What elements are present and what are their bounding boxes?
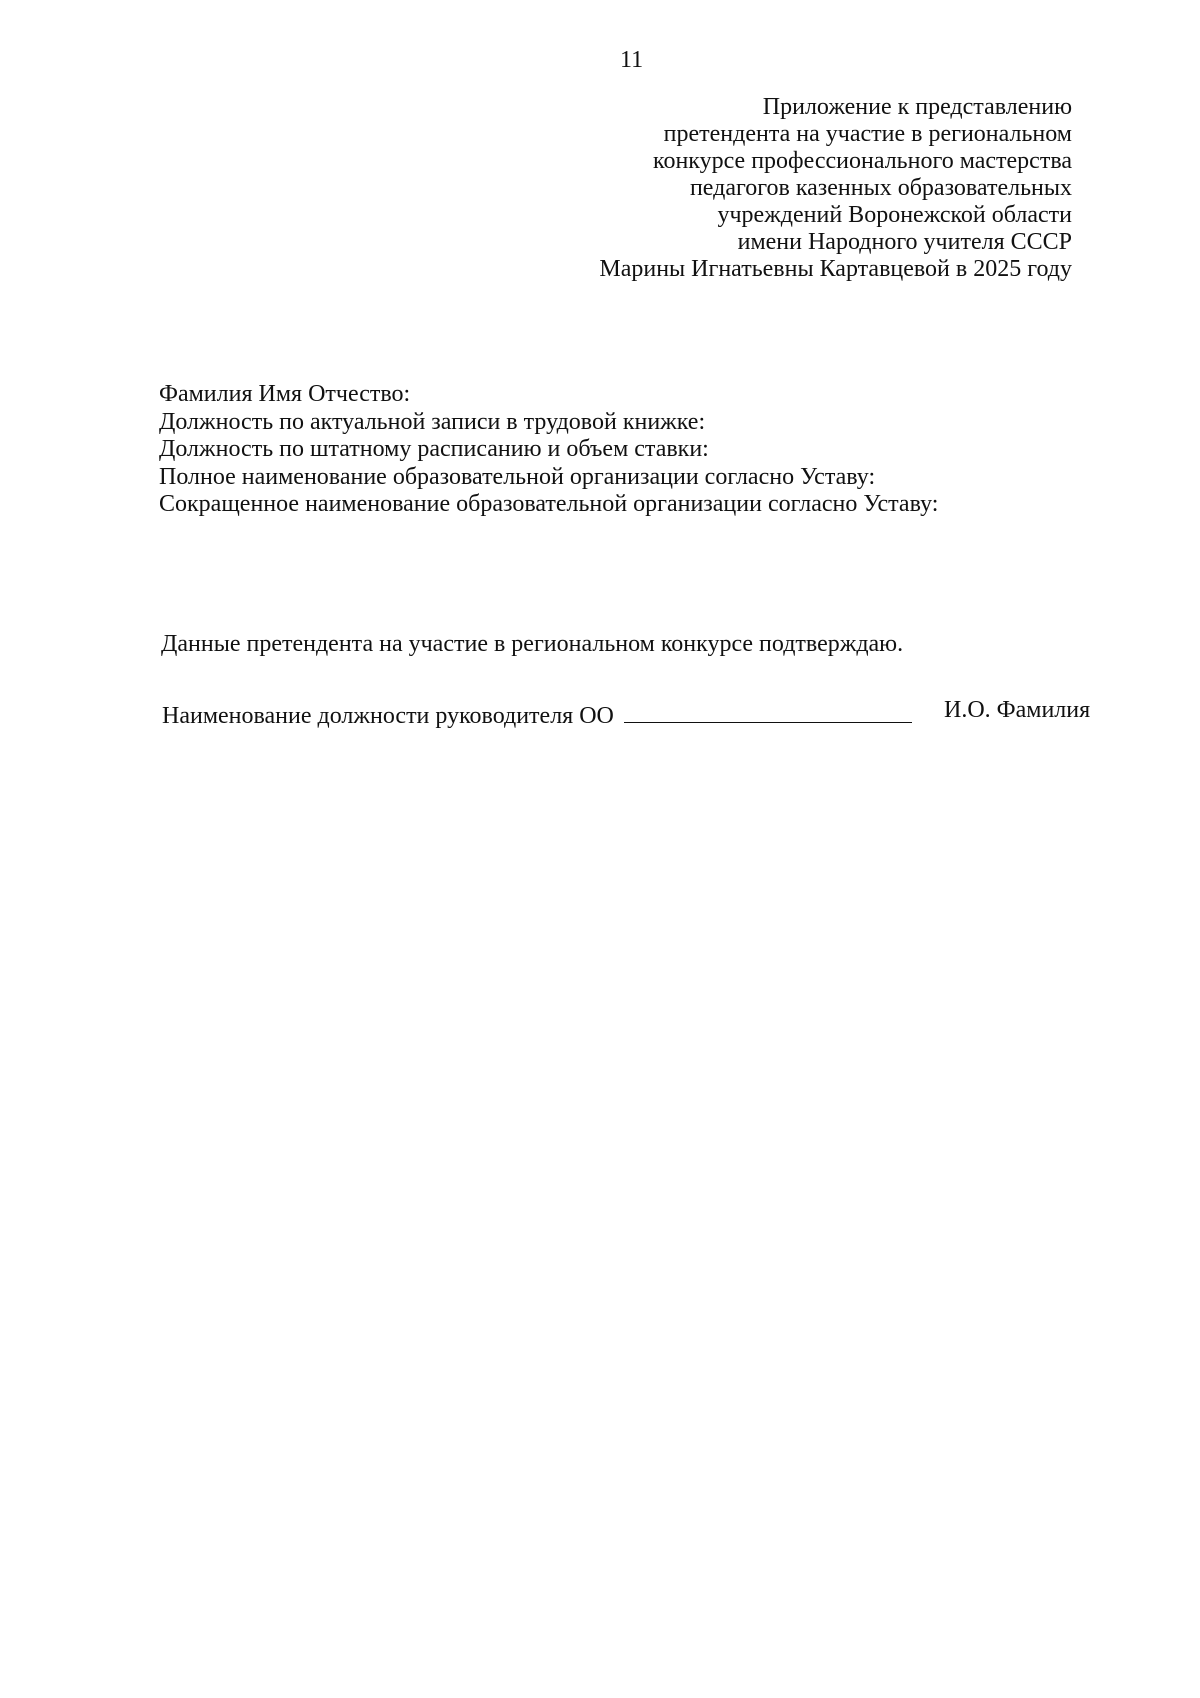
signature-position-label: Наименование должности руководителя ОО	[162, 703, 614, 729]
appendix-header-line: конкурсе профессионального мастерства	[653, 148, 1072, 174]
signature-block	[162, 700, 920, 730]
field-position-workbook-label: Должность по актуальной записи в трудовой книжке:	[159, 408, 706, 435]
field-org-full-name-label: Полное наименование образовательной организации согласно Уставу:	[159, 463, 876, 490]
appendix-header-line: Приложение к представлению	[762, 94, 1072, 120]
appendix-header	[599, 94, 1072, 283]
field-position-staffing-label: Должность по штатному расписанию и объем ставки:	[159, 436, 709, 462]
appendix-header-line: претендента на участие в региональном	[663, 121, 1072, 147]
appendix-header-line: имени Народного учителя СССР	[737, 229, 1072, 255]
appendix-header-line: учреждений Воронежской области	[717, 202, 1072, 228]
signature-blank-line	[624, 700, 912, 723]
field-full-name-label: Фамилия Имя Отчество:	[159, 381, 411, 407]
confirmation-text: Данные претендента на участие в региональном конкурсе подтверждаю.	[161, 631, 904, 657]
signature-name-label: И.О. Фамилия	[944, 697, 1091, 723]
page-number: 11	[620, 47, 644, 73]
appendix-header-line: Марины Игнатьевны Картавцевой в 2025 году	[599, 256, 1072, 282]
field-org-short-name-label: Сокращенное наименование образовательной организации согласно Уставу:	[159, 491, 939, 517]
applicant-fields	[159, 381, 938, 519]
appendix-header-line: педагогов казенных образовательных	[689, 175, 1072, 201]
